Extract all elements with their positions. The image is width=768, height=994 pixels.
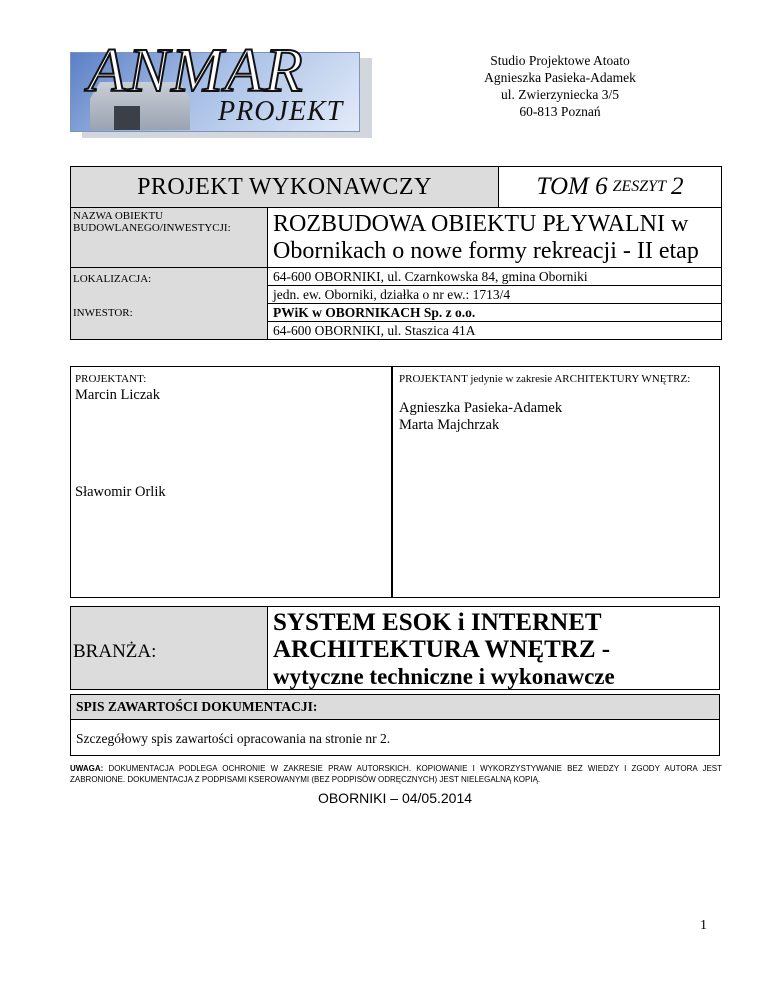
investor-label: INWESTOR: bbox=[73, 307, 133, 319]
object-name-label: NAZWA OBIEKTU BUDOWLANEGO/INWESTYCJI: bbox=[71, 208, 268, 267]
contents-title: SPIS ZAWARTOŚCI DOKUMENTACJI: bbox=[71, 695, 719, 720]
page-number: 1 bbox=[700, 918, 707, 933]
copyright-notice bbox=[70, 763, 722, 785]
contents-section bbox=[70, 694, 720, 756]
place-date: OBORNIKI – 04/05.2014 bbox=[317, 790, 473, 806]
designer-name-2: Sławomir Orlik bbox=[75, 484, 166, 500]
contents-text: Szczegółowy spis zawartości opracowania na stronie nr 2. bbox=[76, 731, 391, 746]
interior-designer-label: PROJEKTANT jedynie w zakresie ARCHITEKTURY WNĘTRZ: bbox=[399, 373, 691, 385]
investor-line-2: 64-600 OBORNIKI, ul. Staszica 41A bbox=[273, 323, 476, 338]
interior-designer-name-2: Marta Majchrzak bbox=[399, 417, 500, 433]
designer-name-1: Marcin Liczak bbox=[75, 387, 160, 403]
studio-line-4: 60-813 Poznań bbox=[519, 104, 601, 119]
tom-label: TOM 6 bbox=[536, 173, 608, 200]
location-label: LOKALIZACJA: bbox=[73, 273, 152, 285]
project-info-table bbox=[70, 166, 722, 340]
logo-sub-text: PROJEKT bbox=[218, 96, 344, 127]
interior-designer-name-1: Agnieszka Pasieka-Adamek bbox=[399, 400, 563, 416]
designer-label: PROJEKTANT: bbox=[75, 373, 147, 385]
volume-info bbox=[499, 167, 721, 207]
notice-text: DOKUMENTACJA PODLEGA OCHRONIE W ZAKRESIE PRAW AUTORSKICH. KOPIOWANIE I WYKORZYSTYWANIE BEZ WIEDZY I ZGODY AUTORA JEST ZABRONIONE. DOKUMENTACJA Z PODPISAMI KSEROWANYMI (BEZ PODPISÓW ODRĘCZNYCH) JEST NIELEGALNĄ KOPIĄ. bbox=[70, 764, 722, 784]
studio-line-3: ul. Zwierzyniecka 3/5 bbox=[500, 87, 620, 102]
designer-box bbox=[70, 366, 392, 598]
object-name-value: ROZBUDOWA OBIEKTU PŁYWALNI w Obornikach o nowe formy rekreacji - II etap bbox=[273, 211, 699, 264]
branza-label: BRANŻA: bbox=[71, 607, 268, 689]
notice-bold: UWAGA: bbox=[70, 764, 104, 773]
branza-line-3: wytyczne techniczne i wykonawcze bbox=[273, 664, 615, 689]
branza-section bbox=[70, 606, 720, 690]
branza-line-1: SYSTEM ESOK i INTERNET bbox=[273, 609, 602, 636]
document-title: PROJEKT WYKONAWCZY bbox=[71, 167, 499, 207]
investor-line-1: PWiK w OBORNIKACH Sp. z o.o. bbox=[268, 304, 721, 322]
branza-value bbox=[268, 607, 719, 689]
studio-address bbox=[440, 52, 680, 120]
studio-line-2: Agnieszka Pasieka-Adamek bbox=[484, 70, 636, 85]
location-line-2: jedn. ew. Oborniki, działka o nr ew.: 1713/4 bbox=[268, 286, 721, 304]
branza-line-2: ARCHITEKTURA WNĘTRZ - bbox=[273, 636, 611, 663]
zeszyt-number: 2 bbox=[670, 173, 684, 200]
studio-line-1: Studio Projektowe Atoato bbox=[490, 53, 630, 68]
zeszyt-label: ZESZYT bbox=[612, 178, 666, 195]
interior-designer-box bbox=[392, 366, 720, 598]
company-logo bbox=[70, 37, 370, 140]
logo-main-text: ANMAR bbox=[88, 37, 305, 105]
location-line-1: 64-600 OBORNIKI, ul. Czarnkowska 84, gmina Oborniki bbox=[268, 268, 721, 286]
